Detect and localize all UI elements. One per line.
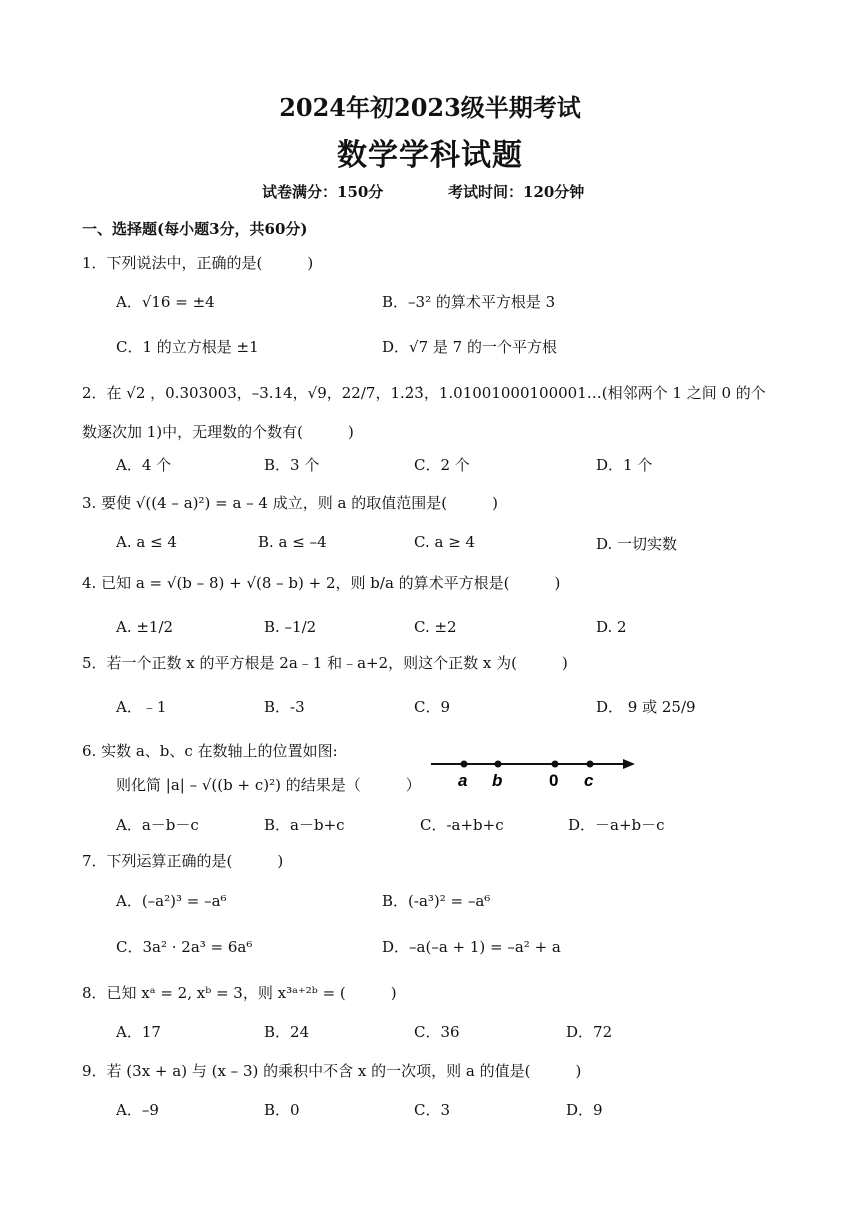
full-score: 试卷满分：150分 xyxy=(262,183,384,201)
point-c xyxy=(587,761,594,768)
q2-option-b: B．3 个 xyxy=(264,456,320,474)
q8-option-b: B．24 xyxy=(264,1023,310,1041)
q7-option-c: C．3a² · 2a³ = 6a⁶ xyxy=(116,938,253,956)
exam-time: 考试时间：120分钟 xyxy=(448,183,585,201)
question-1-stem: 1．下列说法中，正确的是( ) xyxy=(82,254,314,272)
question-5-stem: 5．若一个正数 x 的平方根是 2a﹣1 和﹣a+2，则这个正数 x 为( ) xyxy=(82,654,568,672)
question-2-stem-cont: 数逐次加 1)中，无理数的个数有( ) xyxy=(82,423,354,441)
label-zero: 0 xyxy=(549,771,559,790)
q3-option-c: C. a ≥ 4 xyxy=(414,533,476,551)
question-8-stem: 8．已知 xᵃ = 2, xᵇ = 3，则 x³ᵃ⁺²ᵇ = ( ) xyxy=(82,984,397,1002)
q2-option-d: D．1 个 xyxy=(596,456,653,474)
q3-option-b: B. a ≤ –4 xyxy=(258,533,327,551)
exam-title: 2024年初2023级半期考试 xyxy=(279,93,581,122)
question-7-stem: 7．下列运算正确的是( ) xyxy=(82,852,284,870)
label-c: c xyxy=(584,771,594,790)
q4-option-a: A. ±1/2 xyxy=(116,618,174,636)
label-b: b xyxy=(492,771,503,790)
q1-option-a: A．√16 = ±4 xyxy=(116,293,215,311)
q6-option-d: D．－a+b－c xyxy=(568,816,665,834)
point-zero xyxy=(552,761,559,768)
q7-option-a: A．(–a²)³ = –a⁶ xyxy=(116,892,227,910)
q8-option-d: D．72 xyxy=(566,1023,613,1041)
point-b xyxy=(495,761,502,768)
q9-option-a: A．–9 xyxy=(116,1101,159,1119)
q5-option-c: C．9 xyxy=(414,698,451,716)
q6-option-b: B．a－b+c xyxy=(264,816,345,834)
label-a: a xyxy=(458,771,468,790)
point-a xyxy=(461,761,468,768)
q8-option-a: A．17 xyxy=(116,1023,161,1041)
question-3-stem: 3. 要使 √((4 – a)²) = a – 4 成立，则 a 的取值范围是( ) xyxy=(82,494,498,512)
q3-option-a: A. a ≤ 4 xyxy=(116,533,177,551)
q1-option-b: B．–3² 的算术平方根是 3 xyxy=(382,293,556,311)
q5-option-d: D． 9 或 25/9 xyxy=(596,698,696,716)
question-6-stem: 6. 实数 a、b、c 在数轴上的位置如图: xyxy=(82,742,338,760)
q5-option-a: A．﹣1 xyxy=(116,698,167,716)
q8-option-c: C．36 xyxy=(414,1023,460,1041)
q3-option-d: D. 一切实数 xyxy=(596,535,678,553)
q7-option-d: D．–a(–a + 1) = –a² + a xyxy=(382,938,561,956)
q9-option-c: C．3 xyxy=(414,1101,451,1119)
q4-option-d: D. 2 xyxy=(596,618,627,636)
q6-option-a: A．a－b－c xyxy=(116,816,199,834)
number-line-figure xyxy=(425,752,640,792)
question-6-stem-cont: 则化简 |a| – √((b + c)²) 的结果是（ ） xyxy=(116,776,421,794)
question-4-stem: 4. 已知 a = √(b – 8) + √(8 – b) + 2，则 b/a 的算术平方根是( ) xyxy=(82,574,561,592)
q5-option-b: B．-3 xyxy=(264,698,305,716)
q2-option-a: A．4 个 xyxy=(116,456,172,474)
q9-option-d: D．9 xyxy=(566,1101,603,1119)
arrow-head-icon xyxy=(623,759,635,769)
q1-option-c: C．1 的立方根是 ±1 xyxy=(116,338,259,356)
section-heading: 一、选择题(每小题3分，共60分) xyxy=(82,220,308,238)
exam-subtitle: 数学学科试题 xyxy=(337,138,523,173)
question-2-stem: 2．在 √2 ，0.303003，–3.14，√9，22/7，1.2̇3̇，1.01001000100001…(相邻两个 1 之间 0 的个 xyxy=(82,384,766,402)
q9-option-b: B．0 xyxy=(264,1101,300,1119)
q4-option-b: B. –1/2 xyxy=(264,618,317,636)
q6-option-c: C．-a+b+c xyxy=(420,816,504,834)
question-9-stem: 9．若 (3x + a) 与 (x – 3) 的乘积中不含 x 的一次项，则 a 的值是( ) xyxy=(82,1062,582,1080)
q7-option-b: B．(-a³)² = –a⁶ xyxy=(382,892,491,910)
q1-option-d: D．√7 是 7 的一个平方根 xyxy=(382,338,557,356)
q4-option-c: C. ±2 xyxy=(414,618,457,636)
q2-option-c: C．2 个 xyxy=(414,456,470,474)
